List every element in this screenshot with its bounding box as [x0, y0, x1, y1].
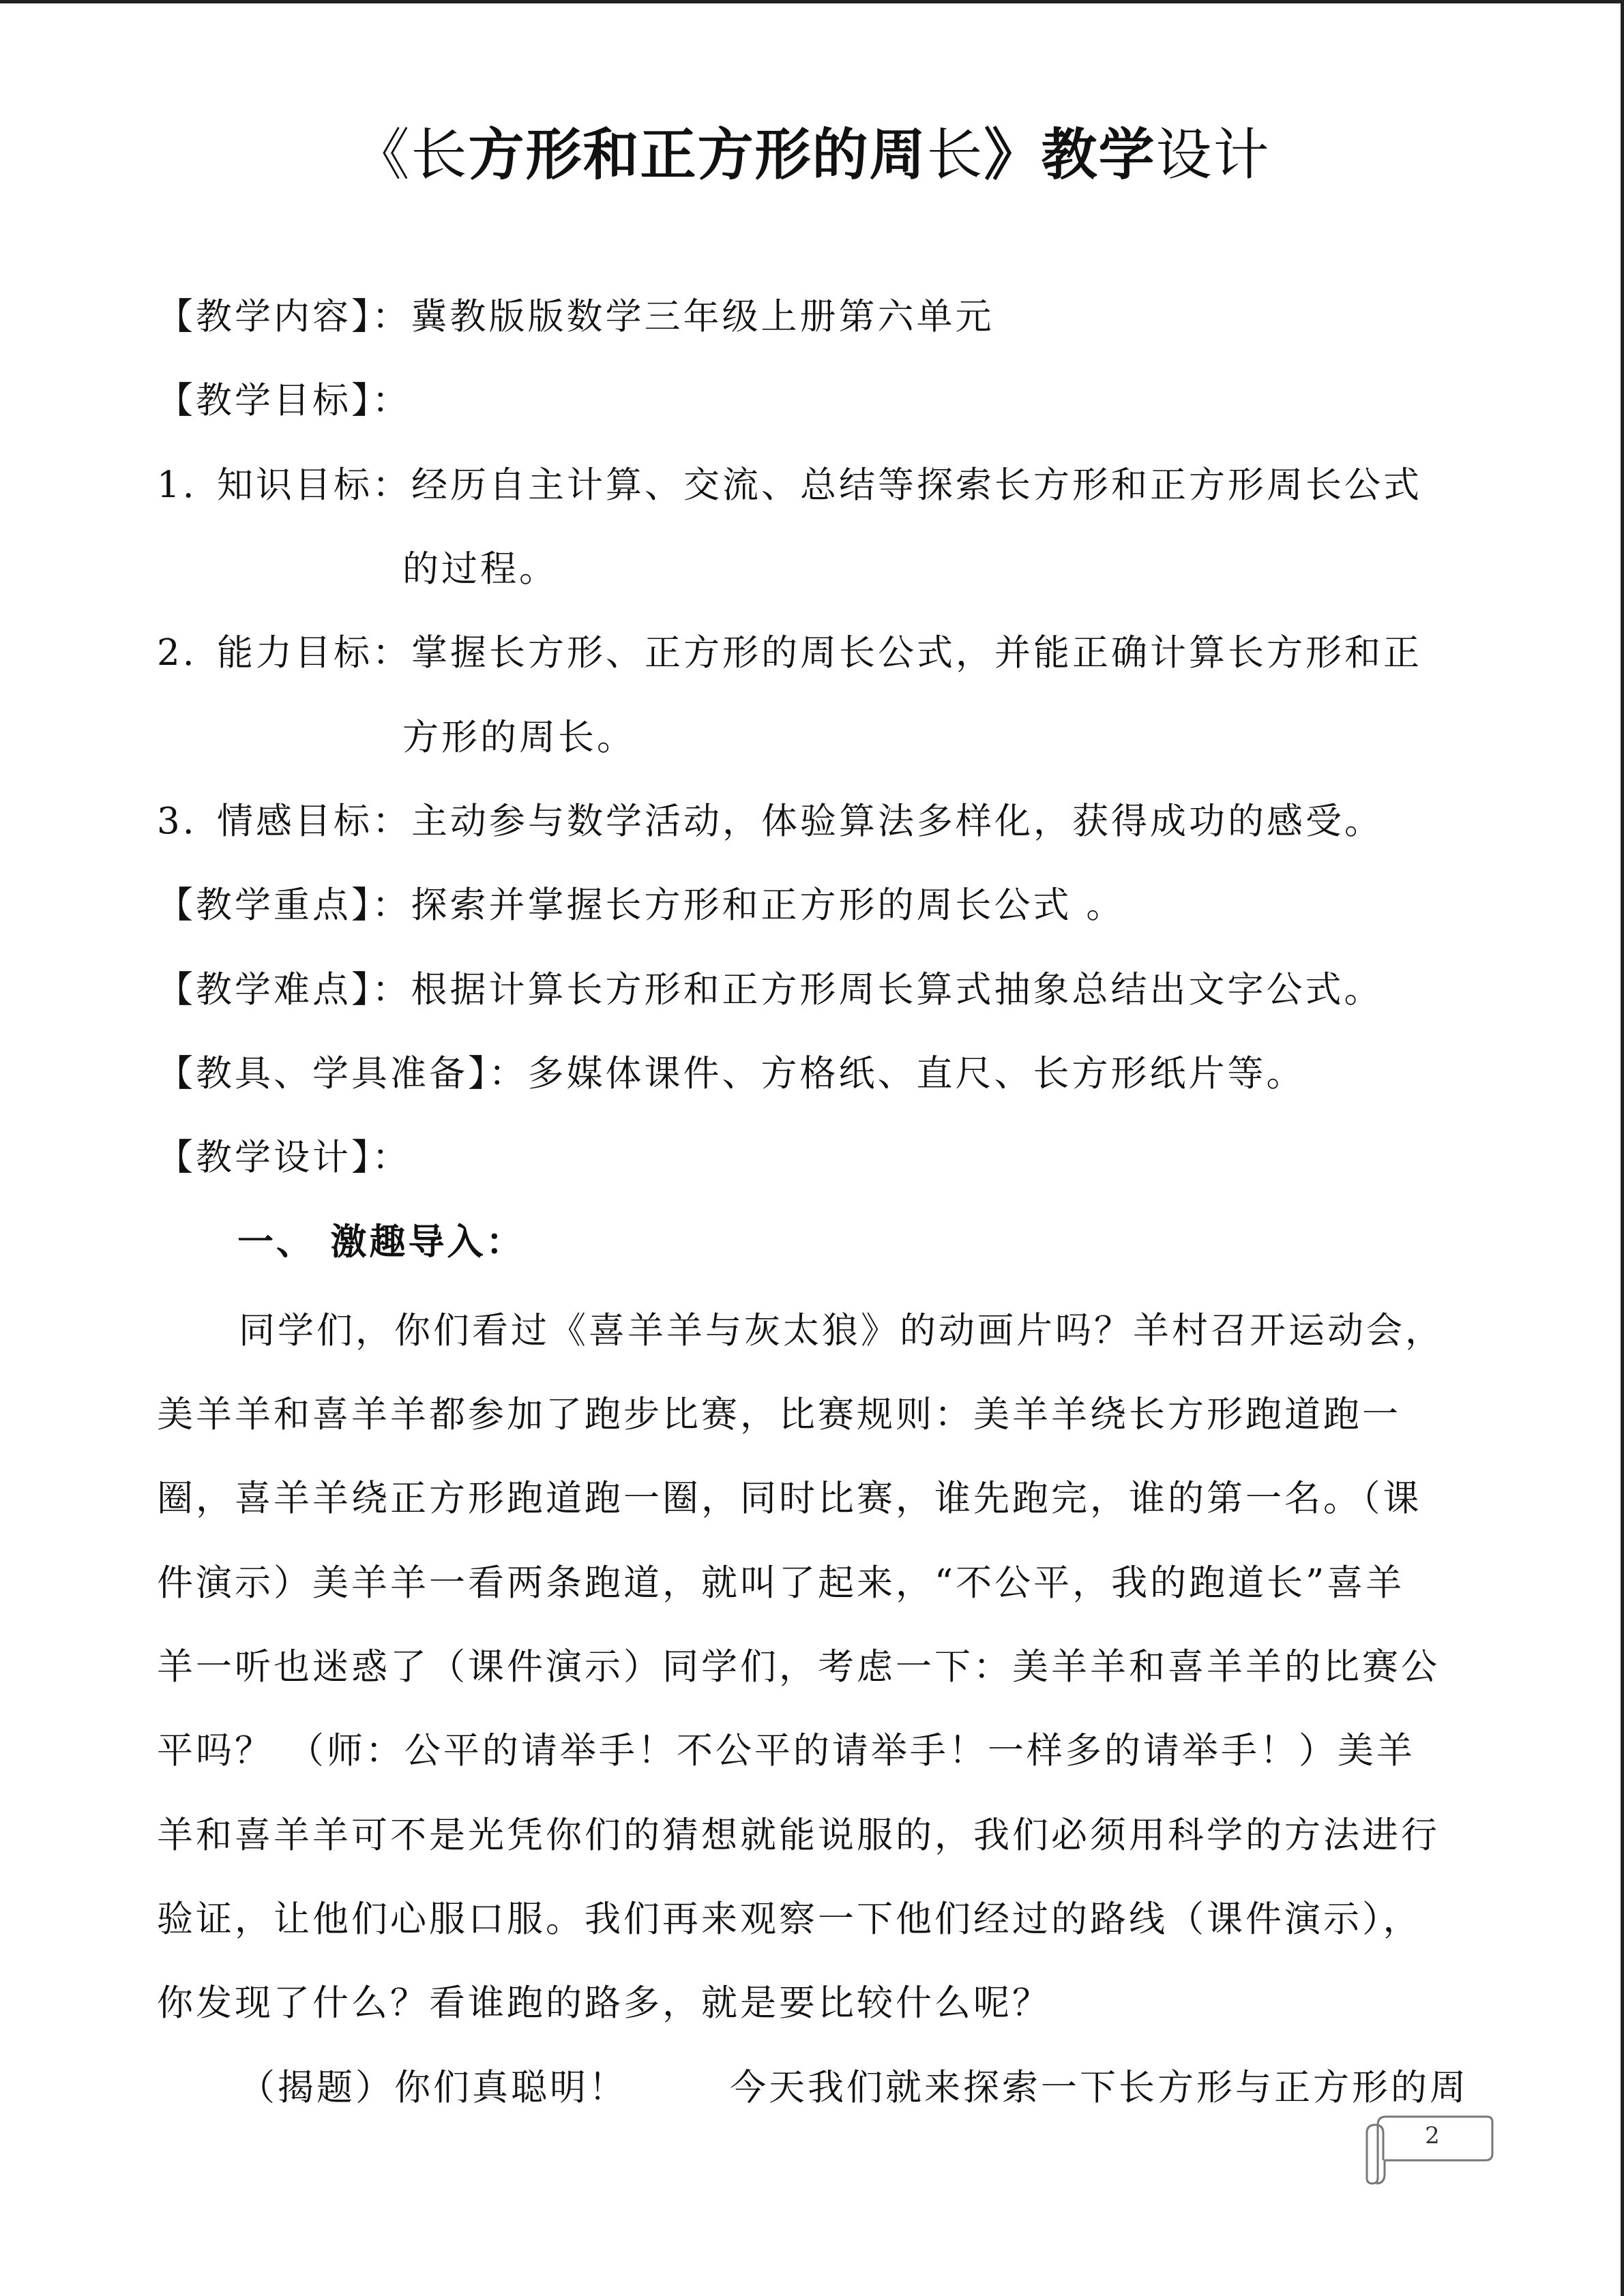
- reveal-line: （揭题）你们真聪明！ 今天我们就来探索一下长方形与正方形的周: [239, 2067, 1468, 2108]
- paragraph-line: 美羊羊和喜羊羊都参加了跑步比赛，比赛规则：美羊羊绕长方形跑道跑一: [157, 1394, 1401, 1435]
- teaching-design-label: 【教学设计】：: [157, 1137, 411, 1178]
- teaching-content-line: 【教学内容】：冀教版版数学三年级上册第六单元: [157, 296, 994, 338]
- key-points-line: 【教学重点】：探索并掌握长方形和正方形的周长公式 。: [157, 884, 1125, 926]
- paragraph-line: 平吗？ （师：公平的请举手！不公平的请举手！一样多的请举手！）美羊: [157, 1730, 1415, 1772]
- paragraph-line: 圈，喜羊羊绕正方形跑道跑一圈，同时比赛，谁先跑完，谁的第一名。（课: [157, 1478, 1422, 1519]
- objective-1-continued: 的过程。: [402, 548, 558, 590]
- page-number: 2: [1425, 2122, 1440, 2149]
- objective-3: 3. 情感目标：主动参与数学活动，体验算法多样化，获得成功的感受。: [157, 801, 1383, 842]
- paragraph-line: 验证，让他们心服口服。我们再来观察一下他们经过的路线（课件演示），: [157, 1898, 1422, 1940]
- section-heading: 一、 激趣导入：: [237, 1221, 525, 1263]
- paragraph-line: 羊和喜羊羊可不是光凭你们的猜想就能说服的，我们必须用科学的方法进行: [157, 1815, 1440, 1856]
- page-border-top: [0, 0, 1624, 3]
- materials-line: 【教具、学具准备】：多媒体课件、方格纸、直尺、长方形纸片等。: [157, 1053, 1305, 1094]
- objective-1: 1. 知识目标：经历自主计算、交流、总结等探索长方形和正方形周长公式: [157, 464, 1422, 506]
- objective-2: 2. 能力目标：掌握长方形、正方形的周长公式，并能正确计算长方形和正: [157, 632, 1422, 674]
- difficulties-line: 【教学难点】：根据计算长方形和正方形周长算式抽象总结出文字公式。: [157, 969, 1383, 1011]
- paragraph-line: 同学们，你们看过《喜羊羊与灰太狼》的动画片吗？羊村召开运动会，: [239, 1310, 1444, 1352]
- paragraph-line: 羊一听也迷惑了（课件演示）同学们，考虑一下：美羊羊和喜羊羊的比赛公: [157, 1646, 1440, 1688]
- document-title: 《长方形和正方形的周长》教学设计: [353, 123, 1271, 188]
- paragraph-line: 件演示）美羊羊一看两条跑道，就叫了起来，“不公平，我的跑道长”喜羊: [157, 1562, 1405, 1604]
- page-border-right: [1621, 0, 1624, 2296]
- paragraph-line: 你发现了什么？看谁跑的路多，就是要比较什么呢？: [157, 1982, 1051, 2024]
- objective-2-continued: 方形的周长。: [402, 717, 636, 758]
- teaching-objectives-label: 【教学目标】：: [157, 380, 411, 421]
